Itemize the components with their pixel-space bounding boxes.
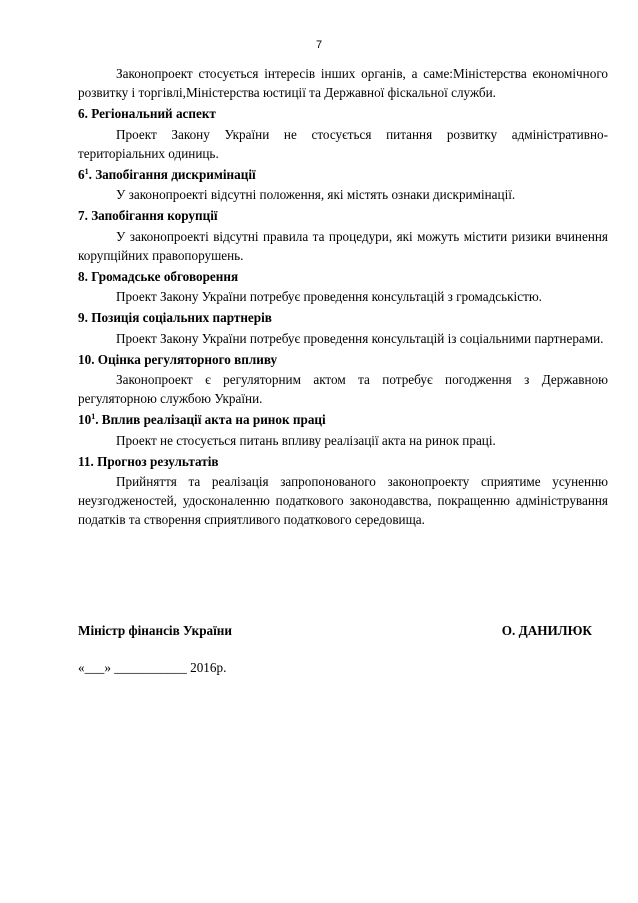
section-superscript: 1 xyxy=(91,412,96,422)
section-title: . Позиція соціальних партнерів xyxy=(84,310,272,326)
section-heading-social-partners xyxy=(78,308,608,327)
section-title: . Запобігання дискримінації xyxy=(88,167,256,183)
section-number: 6 xyxy=(78,167,85,183)
section-number: 6 xyxy=(78,106,85,122)
section-superscript: 1 xyxy=(84,167,89,177)
section-number: 11 xyxy=(78,453,91,469)
section-title: . Оцінка регуляторного впливу xyxy=(91,351,278,367)
section-heading-regulatory xyxy=(78,350,608,369)
section-text-discrimination: У законопроекті відсутні положення, які містять ознаки дискримінації. xyxy=(116,187,516,203)
section-number: 8 xyxy=(78,269,85,285)
section-number: 10 xyxy=(78,412,92,428)
intro-paragraph: Законопроект стосується інтересів інших органів, а саме:Міністерства економічного розвитку і торгівлі,Міністерства юстиції та Державної фіскальної служби. xyxy=(78,66,608,101)
signatory-name: О. ДАНИЛЮК xyxy=(501,623,592,638)
section-title: . Прогноз результатів xyxy=(90,453,219,469)
section-title: . Запобігання корупції xyxy=(84,208,218,224)
section-number: 7 xyxy=(78,208,85,224)
section-heading-corruption xyxy=(78,206,608,225)
section-heading-forecast xyxy=(78,452,608,471)
section-text-public-discussion: Проект Закону України потребує проведення консультацій з громадськістю. xyxy=(116,289,542,305)
section-text-corruption: У законопроекті відсутні правила та процедури, які можуть містити ризики вчинення корупційних правопорушень. xyxy=(78,228,608,263)
section-number: 10 xyxy=(78,351,92,367)
section-text-regional: Проект Закону України не стосується питання розвитку адміністративно-територіальних одиниць. xyxy=(78,126,608,161)
section-text-forecast: Прийняття та реалізація запропонованого законопроекту сприятиме усуненню неузгодженостей, удосконаленню податкового законодавства, покращенню адміністрування податків та створення сприятливого податкового середовища. xyxy=(78,474,608,528)
section-heading-public-discussion xyxy=(78,267,608,286)
section-text-labor-market: Проект не стосується питань впливу реалізації акта на ринок праці. xyxy=(116,432,496,448)
date-line: «___» ___________ 2016р. xyxy=(78,660,227,675)
section-heading-labor-market xyxy=(78,410,608,429)
section-text-regulatory: Законопроект є регуляторним актом та потребує погодження з Державною регуляторною службою України. xyxy=(78,372,608,407)
section-number: 9 xyxy=(78,310,85,326)
section-heading-discrimination xyxy=(78,165,608,184)
section-title: . Вплив реалізації акта на ринок праці xyxy=(95,412,326,428)
section-title: . Громадське обговорення xyxy=(84,269,239,285)
signatory-title: Міністр фінансів України xyxy=(78,623,232,638)
page-number: 7 xyxy=(315,39,323,51)
section-title: . Регіональний аспект xyxy=(84,106,216,122)
document-body xyxy=(78,64,608,530)
section-text-social-partners: Проект Закону України потребує проведення консультацій із соціальними партнерами. xyxy=(116,330,604,346)
section-heading-regional xyxy=(78,104,608,123)
